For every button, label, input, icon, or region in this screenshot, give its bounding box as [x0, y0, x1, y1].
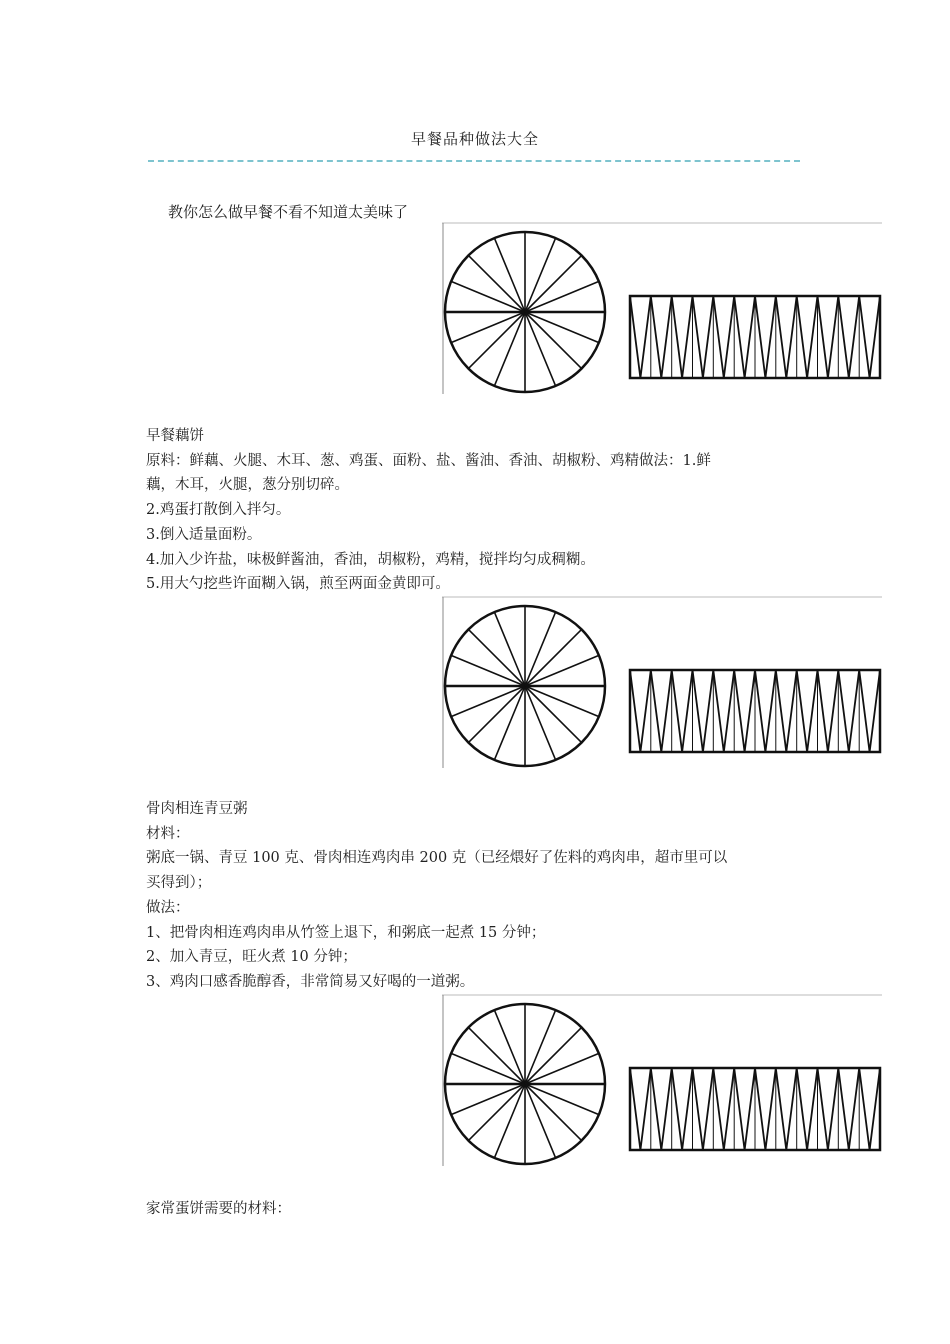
section-line: 4.加入少许盐，味极鲜酱油，香油，胡椒粉，鸡精，搅拌均匀成稠糊。 — [146, 551, 595, 568]
section-line: 3.倒入适量面粉。 — [146, 526, 262, 543]
title-divider — [148, 160, 800, 162]
section-heading: 早餐藕饼 — [146, 428, 204, 444]
section-heading: 骨肉相连青豆粥 — [146, 801, 248, 817]
section-line: 1、把骨肉相连鸡肉串从竹签上退下，和粥底一起煮 15 分钟； — [146, 924, 546, 941]
section-line: 粥底一锅、青豆 100 克、骨肉相连鸡肉串 200 克（已经煨好了佐料的鸡肉串，超市里可以 — [146, 850, 728, 867]
section-line: 2、加入青豆，旺火煮 10 分钟； — [146, 949, 357, 966]
section-heading: 家常蛋饼需要的材料： — [146, 1201, 291, 1217]
section-line: 3、鸡肉口感香脆醇香，非常简易又好喝的一道粥。 — [146, 973, 475, 990]
zigzag-icon — [630, 670, 880, 752]
recipe-egg-pancake — [146, 1197, 816, 1222]
section-line: 藕，木耳，火腿，葱分别切碎。 — [146, 477, 349, 494]
section-line: 5.用大勺挖些许面糊入锅，煎至两面金黄即可。 — [146, 576, 450, 593]
page-title: 早餐品种做法大全 — [410, 130, 539, 148]
recipe-lotus-root-cake — [146, 424, 816, 597]
section-line: 材料： — [146, 825, 190, 842]
zigzag-icon — [630, 296, 880, 378]
placeholder-figure — [442, 994, 882, 1166]
wheel-icon — [445, 232, 605, 392]
recipe-green-bean-porridge — [146, 797, 816, 995]
section-line: 做法： — [146, 899, 190, 916]
placeholder-figure — [442, 222, 882, 394]
wheel-icon — [445, 1004, 605, 1164]
intro-text: 教你怎么做早餐不看不知道太美味了 — [168, 203, 409, 221]
wheel-icon — [445, 606, 605, 766]
section-line: 2.鸡蛋打散倒入拌匀。 — [146, 502, 291, 519]
section-line: 买得到）； — [146, 875, 212, 892]
placeholder-figure — [442, 596, 882, 768]
section-line: 原料：鲜藕、火腿、木耳、葱、鸡蛋、面粉、盐、酱油、香油、胡椒粉、鸡精做法：1.鲜 — [146, 452, 711, 469]
zigzag-icon — [630, 1068, 880, 1150]
